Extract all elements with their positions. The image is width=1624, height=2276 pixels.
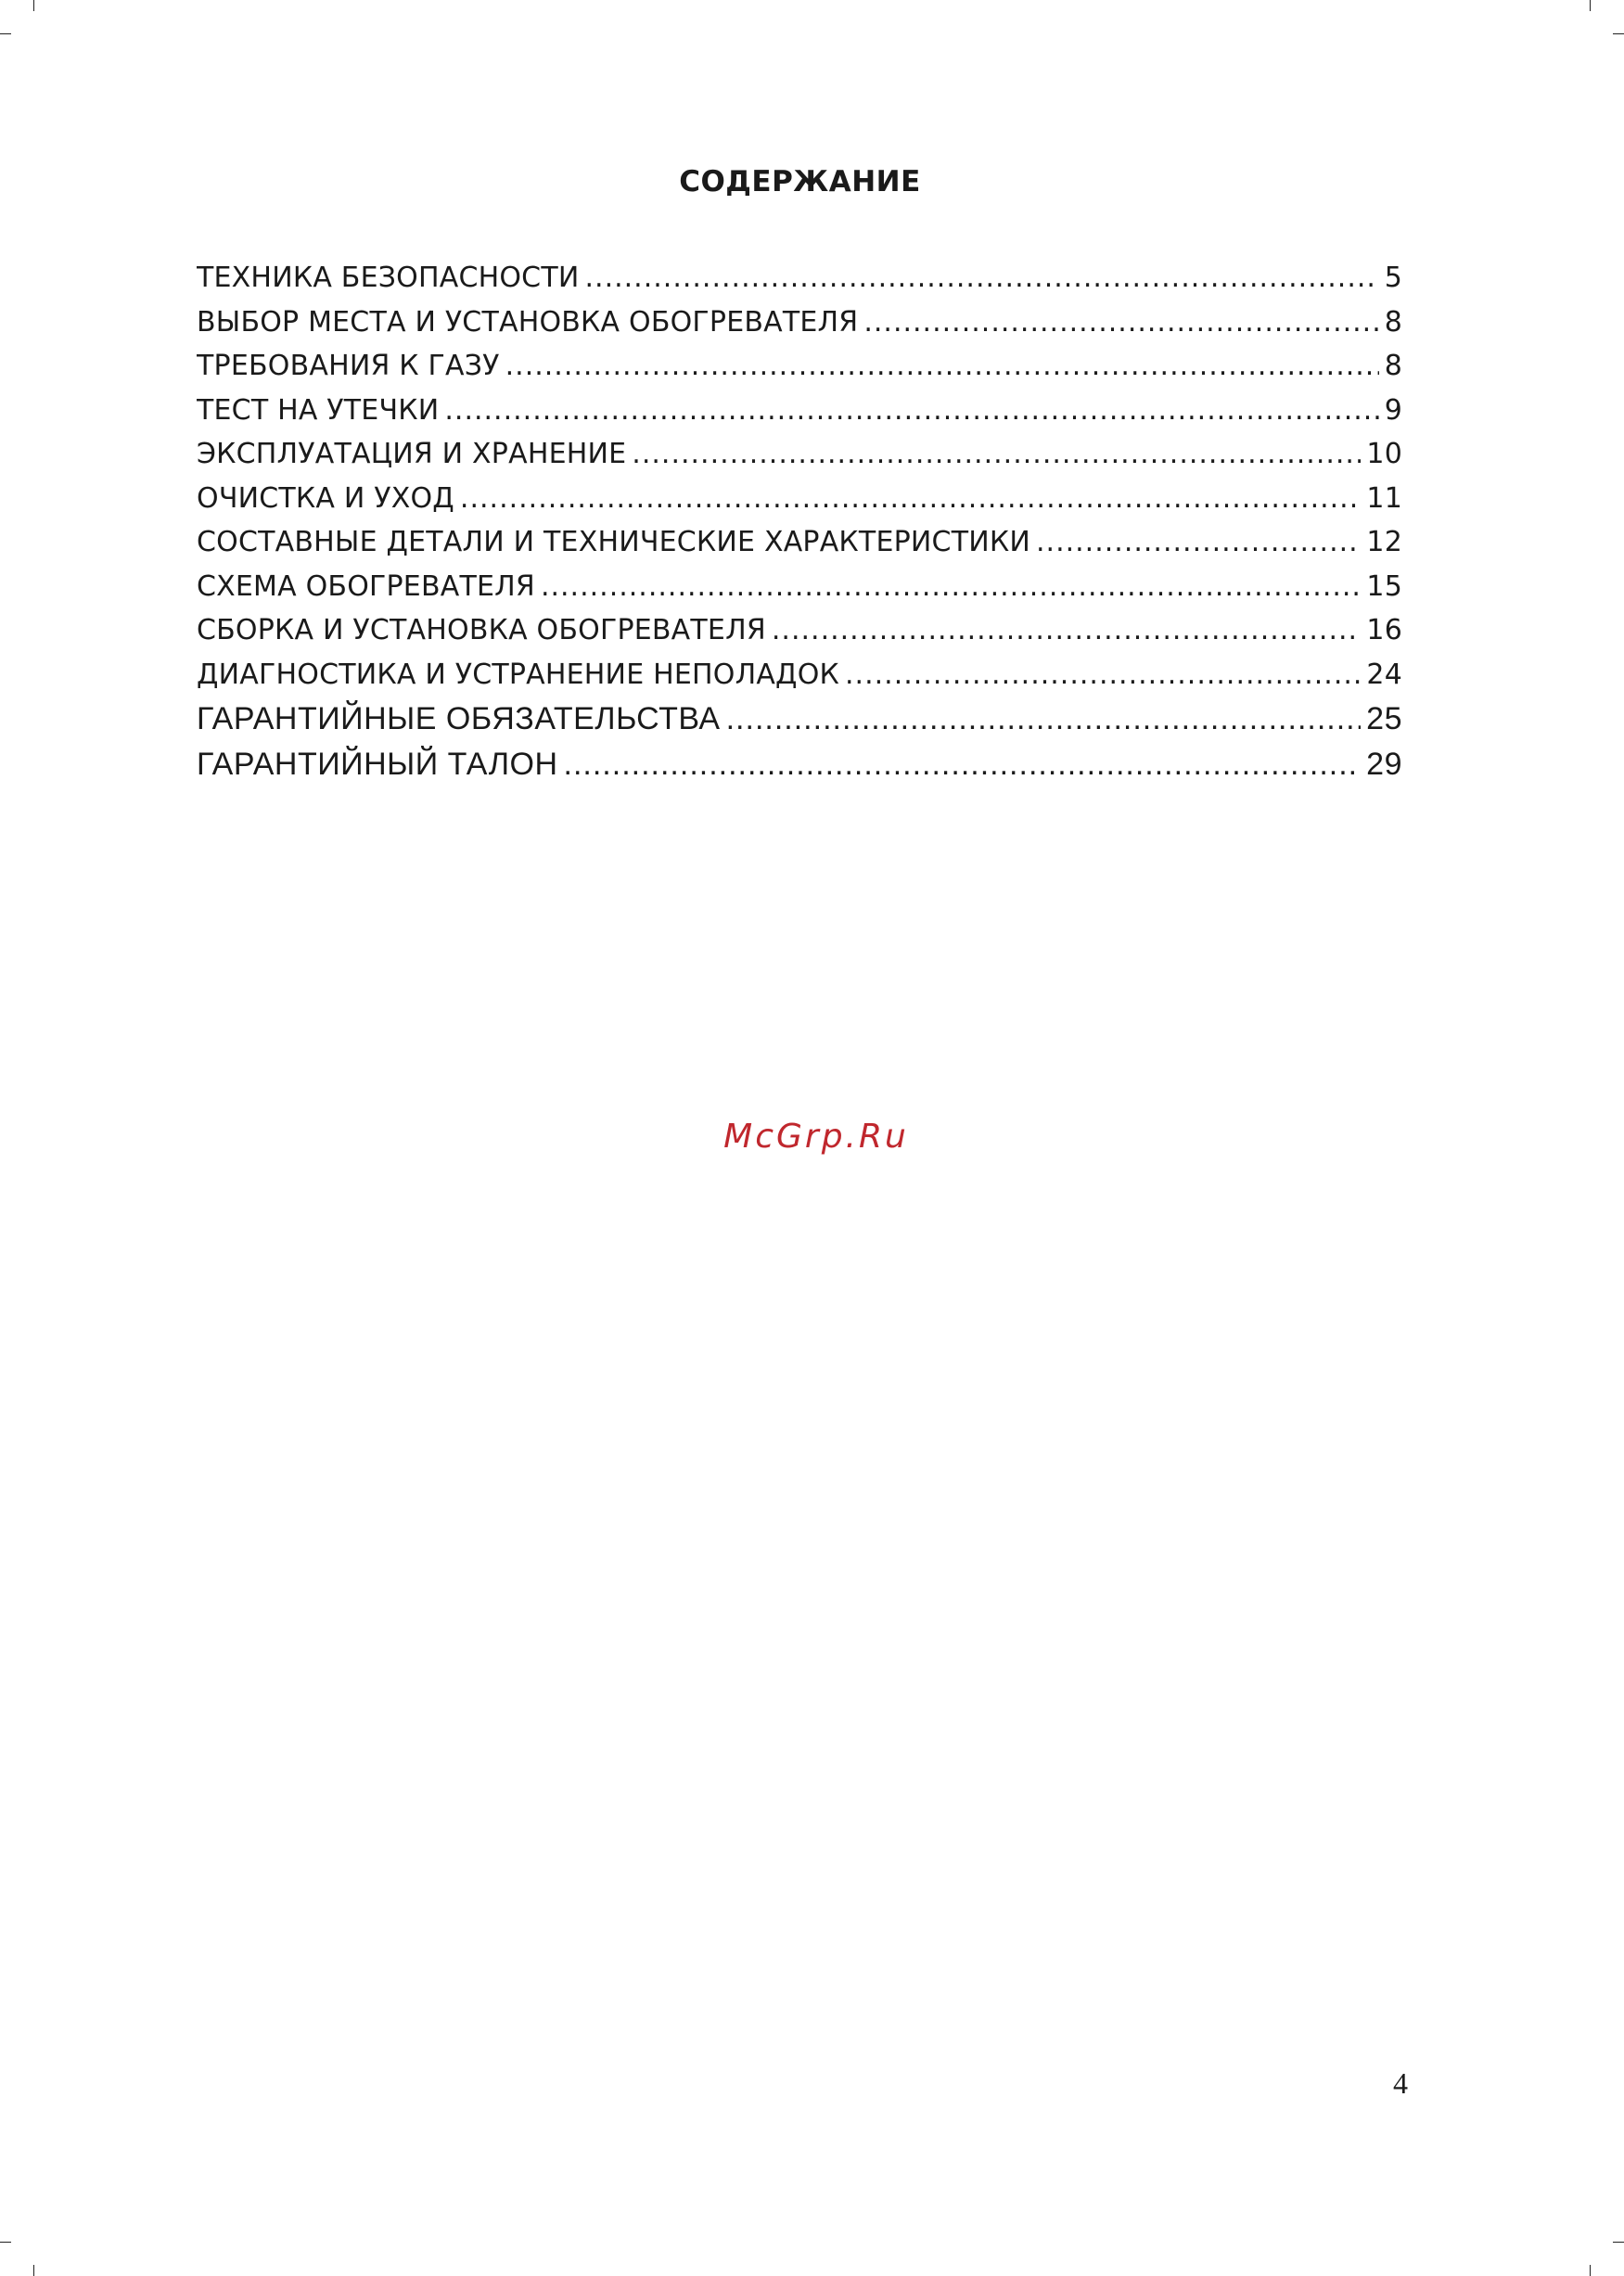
toc-leader-dots: [585, 256, 1379, 300]
crop-mark-top-left-v: [33, 0, 34, 11]
toc-entry-label: СОСТАВНЫЕ ДЕТАЛИ И ТЕХНИЧЕСКИЕ ХАРАКТЕРИСТИКИ: [197, 526, 1030, 558]
crop-mark-top-right-v: [1590, 0, 1591, 11]
toc-entry[interactable]: [197, 520, 1402, 565]
toc-entry-label: ВЫБОР МЕСТА И УСТАНОВКА ОБОГРЕВАТЕЛЯ: [197, 305, 859, 339]
toc-leader-dots: [505, 344, 1379, 389]
watermark-text: McGrp.Ru: [723, 1118, 909, 1156]
toc-entry-label: ГАРАНТИЙНЫЙ ТАЛОН: [197, 747, 558, 782]
toc-entry[interactable]: [197, 389, 1402, 433]
page-title: СОДЕРЖАНИЕ: [679, 165, 921, 198]
toc-entry-label: ГАРАНТИЙНЫЕ ОБЯЗАТЕЛЬСТВА: [197, 701, 721, 736]
toc-leader-dots: [632, 432, 1361, 477]
toc-entry[interactable]: [197, 300, 1402, 345]
crop-mark-bottom-right-h: [1613, 2242, 1624, 2243]
toc-entry-label: ОЧИСТКА И УХОД: [197, 481, 454, 515]
toc-entry[interactable]: [197, 256, 1402, 300]
toc-entry-page: 12: [1366, 526, 1402, 558]
toc-entry[interactable]: [197, 477, 1402, 521]
toc-leader-dots: [564, 742, 1362, 787]
toc-entry-label: ТРЕБОВАНИЯ К ГАЗУ: [197, 350, 500, 382]
table-of-contents: [197, 256, 1402, 787]
toc-entry-label: ТЕХНИКА БЕЗОПАСНОСТИ: [197, 262, 580, 294]
toc-entry[interactable]: [197, 697, 1402, 742]
toc-entry[interactable]: [197, 653, 1402, 697]
toc-leader-dots: [845, 653, 1361, 697]
toc-leader-dots: [541, 565, 1361, 609]
toc-entry[interactable]: [197, 608, 1402, 653]
toc-leader-dots: [444, 389, 1378, 433]
toc-leader-dots: [1036, 520, 1361, 565]
toc-entry[interactable]: [197, 742, 1402, 787]
toc-leader-dots: [863, 300, 1378, 345]
toc-entry-page: 5: [1384, 262, 1402, 294]
toc-entry-label: ТЕСТ НА УТЕЧКИ: [197, 393, 440, 427]
toc-entry-page: 24: [1366, 658, 1402, 691]
toc-entry-label: ЭКСПЛУАТАЦИЯ И ХРАНЕНИЕ: [197, 438, 627, 470]
toc-entry-label: ДИАГНОСТИКА И УСТРАНЕНИЕ НЕПОЛАДОК: [197, 658, 840, 691]
toc-leader-dots: [460, 477, 1362, 521]
toc-entry-label: СХЕМА ОБОГРЕВАТЕЛЯ: [197, 569, 535, 603]
toc-entry-page: 9: [1384, 393, 1402, 427]
toc-entry-page: 10: [1366, 438, 1402, 470]
toc-entry-page: 8: [1384, 350, 1402, 382]
page-number: 4: [1393, 2066, 1408, 2100]
toc-entry-page: 15: [1366, 569, 1402, 603]
toc-entry-page: 11: [1366, 481, 1402, 515]
toc-entry[interactable]: [197, 344, 1402, 389]
crop-mark-top-left-h: [0, 33, 11, 34]
crop-mark-bottom-right-v: [1590, 2265, 1591, 2276]
toc-entry[interactable]: [197, 565, 1402, 609]
crop-mark-bottom-left-v: [33, 2265, 34, 2276]
toc-entry-page: 8: [1384, 305, 1402, 339]
crop-mark-top-right-h: [1613, 33, 1624, 34]
toc-leader-dots: [726, 697, 1362, 742]
toc-entry[interactable]: [197, 432, 1402, 477]
toc-entry-page: 25: [1366, 701, 1402, 736]
toc-entry-page: 29: [1366, 747, 1402, 782]
toc-entry-page: 16: [1366, 614, 1402, 646]
crop-mark-bottom-left-h: [0, 2242, 11, 2243]
toc-entry-label: СБОРКА И УСТАНОВКА ОБОГРЕВАТЕЛЯ: [197, 614, 766, 646]
toc-leader-dots: [772, 608, 1362, 653]
